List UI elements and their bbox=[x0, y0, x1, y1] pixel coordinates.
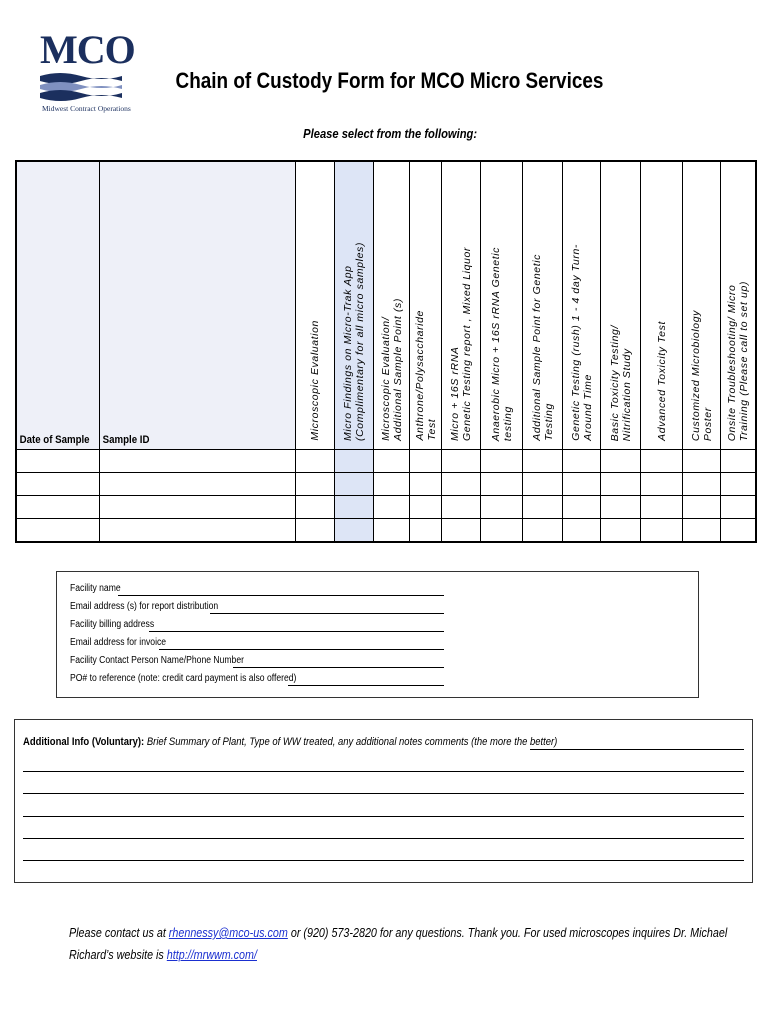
service-checkbox-cell[interactable] bbox=[601, 473, 641, 496]
footer-text-3: Richard’s website is bbox=[69, 948, 167, 962]
service-checkbox-cell[interactable] bbox=[683, 519, 721, 543]
additional-info-tail: (the more the better) bbox=[471, 736, 558, 748]
service-checkbox-cell[interactable] bbox=[410, 473, 442, 496]
service-label: Customized Microbiology Poster bbox=[689, 309, 714, 441]
service-checkbox-cell[interactable] bbox=[523, 519, 563, 543]
service-checkbox-cell[interactable] bbox=[563, 473, 601, 496]
service-checkbox-cell[interactable] bbox=[410, 450, 442, 473]
po-reference-field[interactable] bbox=[288, 685, 444, 686]
invoice-email-field[interactable] bbox=[159, 649, 444, 650]
date-cell[interactable] bbox=[16, 496, 100, 519]
additional-info-description: Brief Summary of Plant, Type of WW treated, any additional notes comments bbox=[146, 736, 469, 748]
service-checkbox-cell[interactable] bbox=[296, 519, 335, 543]
date-cell[interactable] bbox=[16, 473, 100, 496]
service-checkbox-cell[interactable] bbox=[442, 473, 481, 496]
additional-info-field-5[interactable] bbox=[23, 838, 744, 839]
service-checkbox-cell[interactable] bbox=[601, 450, 641, 473]
additional-info-field-6[interactable] bbox=[23, 860, 744, 861]
service-table bbox=[15, 160, 757, 543]
sample-id-cell[interactable] bbox=[100, 496, 296, 519]
service-checkbox-cell[interactable] bbox=[641, 473, 683, 496]
service-checkbox-cell[interactable] bbox=[374, 519, 410, 543]
table-row bbox=[16, 519, 756, 543]
service-label: Additional Sample Point for Genetic Testing bbox=[530, 254, 555, 441]
sample-id-header-label: Sample ID bbox=[103, 434, 150, 446]
table-header-row bbox=[16, 161, 756, 450]
service-column-8[interactable] bbox=[563, 161, 601, 450]
facility-name-label: Facility name bbox=[70, 583, 121, 594]
service-column-11[interactable] bbox=[683, 161, 721, 450]
service-label: Advanced Toxicity Test bbox=[655, 321, 668, 441]
service-checkbox-cell[interactable] bbox=[374, 473, 410, 496]
service-label: Basic Toxicity Testing/ Nitrification Study bbox=[608, 324, 633, 441]
service-checkbox-cell[interactable] bbox=[601, 496, 641, 519]
date-header-label: Date of Sample bbox=[19, 434, 90, 446]
service-checkbox-cell[interactable] bbox=[442, 519, 481, 543]
service-checkbox-cell[interactable] bbox=[410, 496, 442, 519]
additional-info-label: Additional Info (Voluntary): bbox=[23, 736, 145, 748]
service-column-3[interactable] bbox=[374, 161, 410, 450]
additional-info-field-1[interactable] bbox=[530, 749, 744, 750]
service-label: Onsite Troubleshooting/ Micro Training (Please call to set up) bbox=[726, 280, 751, 441]
logo-subtitle: Midwest Contract Operations bbox=[42, 104, 131, 113]
service-column-1[interactable] bbox=[296, 161, 335, 450]
service-checkbox-cell[interactable] bbox=[523, 450, 563, 473]
po-reference-label: PO# to reference (note: credit card payment is also offered) bbox=[70, 673, 297, 684]
table-row bbox=[16, 496, 756, 519]
service-checkbox-cell[interactable] bbox=[410, 519, 442, 543]
service-label: Microscopic Evaluation/ Additional Sample Point (s) bbox=[379, 298, 404, 441]
service-checkbox-cell[interactable] bbox=[481, 496, 523, 519]
service-checkbox-cell[interactable] bbox=[721, 496, 756, 519]
additional-info-field-4[interactable] bbox=[23, 816, 744, 817]
additional-info-field-2[interactable] bbox=[23, 771, 744, 772]
col-header-sample-id bbox=[100, 161, 296, 450]
table-row bbox=[16, 450, 756, 473]
table-row bbox=[16, 473, 756, 496]
service-checkbox-cell[interactable] bbox=[683, 496, 721, 519]
contact-email-link[interactable]: rhennessy@mco-us.com bbox=[168, 926, 288, 940]
logo-wordmark: MCO bbox=[40, 27, 135, 72]
service-checkbox-cell[interactable] bbox=[721, 519, 756, 543]
additional-info-heading bbox=[23, 736, 557, 748]
service-checkbox-cell[interactable] bbox=[683, 473, 721, 496]
date-cell[interactable] bbox=[16, 450, 100, 473]
footer-text-1: Please contact us at bbox=[69, 926, 169, 940]
subtitle-text: Please select from the following: bbox=[303, 126, 477, 141]
service-checkbox-cell[interactable] bbox=[335, 519, 374, 543]
contact-person-label: Facility Contact Person Name/Phone Number bbox=[70, 655, 244, 666]
service-column-12[interactable] bbox=[721, 161, 756, 450]
service-column-2[interactable] bbox=[335, 161, 374, 450]
service-column-5[interactable] bbox=[442, 161, 481, 450]
facility-name-field[interactable] bbox=[118, 595, 444, 596]
facility-info-box bbox=[56, 571, 699, 698]
date-cell[interactable] bbox=[16, 519, 100, 543]
service-column-9[interactable] bbox=[601, 161, 641, 450]
sample-id-cell[interactable] bbox=[100, 519, 296, 543]
service-column-10[interactable] bbox=[641, 161, 683, 450]
service-checkbox-cell[interactable] bbox=[523, 473, 563, 496]
service-label: Genetic Testing (rush) 1 - 4 day Turn- Around Time bbox=[569, 244, 594, 441]
report-email-field[interactable] bbox=[210, 613, 444, 614]
page-title: Chain of Custody Form for MCO Micro Services bbox=[175, 68, 604, 93]
service-label: Anaerobic Micro + 16S rRNA Genetic testing bbox=[489, 246, 514, 441]
contact-footer bbox=[69, 922, 728, 966]
report-email-label: Email address (s) for report distribution bbox=[70, 601, 219, 612]
additional-info-field-3[interactable] bbox=[23, 793, 744, 794]
service-column-4[interactable] bbox=[410, 161, 442, 450]
footer-text-2: or (920) 573-2820 for any questions. Thank you. For used microscopes inquires Dr. Michael bbox=[287, 926, 728, 940]
sample-id-cell[interactable] bbox=[100, 473, 296, 496]
billing-address-field[interactable] bbox=[149, 631, 444, 632]
service-label: Anthrone/Polysaccharide Test bbox=[413, 310, 438, 441]
service-checkbox-cell[interactable] bbox=[523, 496, 563, 519]
service-checkbox-cell[interactable] bbox=[296, 473, 335, 496]
service-checkbox-cell[interactable] bbox=[721, 473, 756, 496]
service-column-6[interactable] bbox=[481, 161, 523, 450]
website-link[interactable]: http://mrwwm.com/ bbox=[166, 948, 257, 962]
service-checkbox-cell[interactable] bbox=[563, 496, 601, 519]
service-checkbox-cell[interactable] bbox=[442, 450, 481, 473]
service-checkbox-cell[interactable] bbox=[563, 450, 601, 473]
service-checkbox-cell[interactable] bbox=[442, 496, 481, 519]
service-checkbox-cell[interactable] bbox=[563, 519, 601, 543]
billing-address-label: Facility billing address bbox=[70, 619, 155, 630]
col-header-date bbox=[16, 161, 100, 450]
service-checkbox-cell[interactable] bbox=[335, 473, 374, 496]
contact-person-field[interactable] bbox=[233, 667, 444, 668]
service-checkbox-cell[interactable] bbox=[296, 496, 335, 519]
service-checkbox-cell[interactable] bbox=[721, 450, 756, 473]
service-checkbox-cell[interactable] bbox=[683, 450, 721, 473]
service-checkbox-cell[interactable] bbox=[335, 450, 374, 473]
service-checkbox-cell[interactable] bbox=[601, 519, 641, 543]
service-checkbox-cell[interactable] bbox=[481, 473, 523, 496]
service-checkbox-cell[interactable] bbox=[641, 496, 683, 519]
service-checkbox-cell[interactable] bbox=[641, 450, 683, 473]
service-label: Micro Findings on Micro-Trak App (Complimentary for all micro samples) bbox=[342, 242, 367, 441]
service-checkbox-cell[interactable] bbox=[481, 519, 523, 543]
service-checkbox-cell[interactable] bbox=[374, 450, 410, 473]
service-checkbox-cell[interactable] bbox=[335, 496, 374, 519]
service-checkbox-cell[interactable] bbox=[296, 450, 335, 473]
service-checkbox-cell[interactable] bbox=[374, 496, 410, 519]
additional-info-box bbox=[14, 719, 753, 883]
service-label: Micro + 16S rRNA Genetic Testing report , Mixed Liquor bbox=[449, 247, 474, 441]
service-checkbox-cell[interactable] bbox=[641, 519, 683, 543]
invoice-email-label: Email address for invoice bbox=[70, 637, 167, 648]
service-label: Microscopic Evaluation bbox=[309, 320, 322, 441]
service-checkbox-cell[interactable] bbox=[481, 450, 523, 473]
service-column-7[interactable] bbox=[523, 161, 563, 450]
sample-id-cell[interactable] bbox=[100, 450, 296, 473]
page-subtitle bbox=[0, 126, 770, 141]
